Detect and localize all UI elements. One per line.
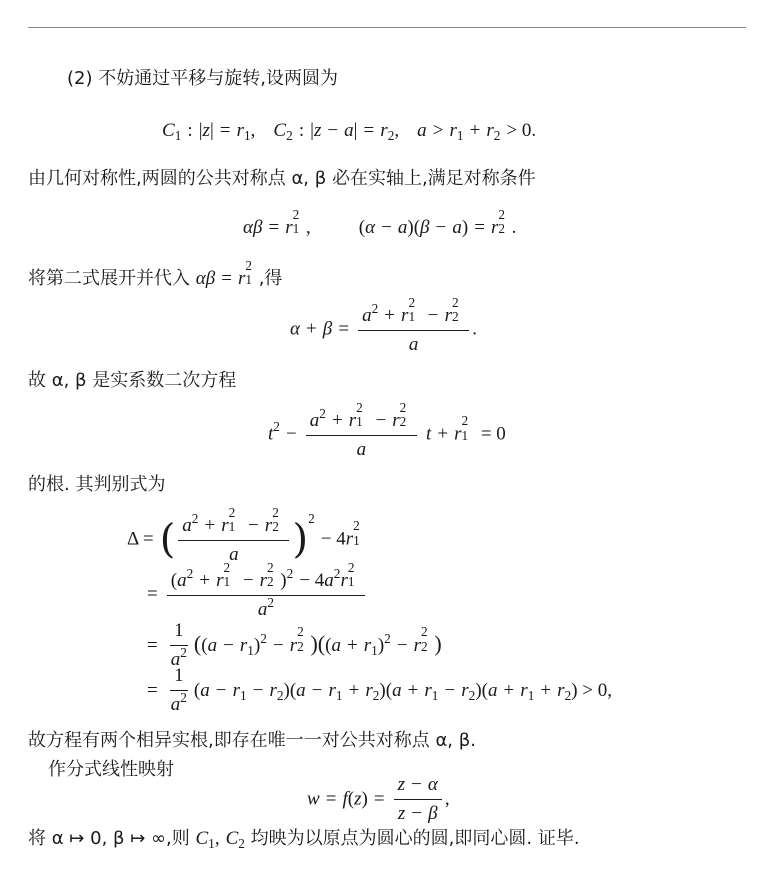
final-text-b: 均映为以原点为圆心的圆,即同心圆. 证毕. (244, 828, 580, 849)
paragraph-quadratic: 故 α, β 是实系数二次方程 (28, 370, 237, 391)
equation-sum: α + β = $a^2 + r$ 2 1 − r 2 2 a . (290, 294, 478, 355)
substitute-text-b: ,得 (258, 268, 283, 289)
equation-symmetry: αβ = r 2 1 , (α − a)(β − a) = r 2 2 . (243, 206, 517, 238)
equation-delta-4: = $\frac{1}{a^2}$ $(a - r_1 - r_2)(a - r_1 + r_2)(a + r_1 - r_2)(a + r_1 + r_2) > 0$, (147, 665, 613, 715)
paragraph-roots: 故方程有两个相异实根,即存在唯一一对公共对称点 α, β. (28, 730, 476, 751)
paragraph-mapping: 作分式线性映射 (48, 759, 174, 780)
equation-delta-2: = ($a^2 + r$ 2 1 − r 2 2 )$^2 - 4a^2r$ 2 1 $a^2$ (147, 567, 368, 622)
equation-circles: $C_1$ : $|z| = r_1$, $C_2$ : $|z - a| = r_2$, $a > r_1 + r_2 > 0$. (162, 120, 537, 143)
paragraph-substitute: 将第二式展开并代入 αβ = r 2 1 ,得 (28, 257, 283, 289)
paragraph-intro: (2) 不妨通过平移与旋转,设两圆为 (67, 68, 338, 89)
equation-quadratic: $t^2$ − $a^2 + r$ 2 1 − r 2 2 a t + r 2 1 = 0 (268, 399, 506, 460)
equation-delta-3: = $\frac{1}{a^2}$ ($(a - r_1)^2 - r$ 2 2 )($(a + r_1)^2 - r$ 2 2 ) (147, 620, 442, 670)
top-rule (28, 27, 746, 28)
final-text-a: 将 α ↦ 0, β ↦ ∞,则 (28, 828, 196, 849)
equation-mapping: w = f(z) = $\frac{z - \alpha}{z - \beta}$ , (307, 774, 450, 824)
paragraph-discriminant: 的根. 其判别式为 (28, 474, 166, 495)
substitute-text-a: 将第二式展开并代入 (28, 268, 196, 289)
paragraph-symmetry: 由几何对称性,两圆的公共对称点 α, β 必在实轴上,满足对称条件 (28, 168, 536, 189)
paragraph-final: 将 α ↦ 0, β ↦ ∞,则 $C_1$, $C_2$ 均映为以原点为圆心的圆,即同心圆. 证毕. (28, 828, 580, 851)
equation-delta-1: Δ = ( $a^2 + r$ 2 1 − r 2 2 a )$^2$ − 4r 2 1 (127, 504, 360, 565)
